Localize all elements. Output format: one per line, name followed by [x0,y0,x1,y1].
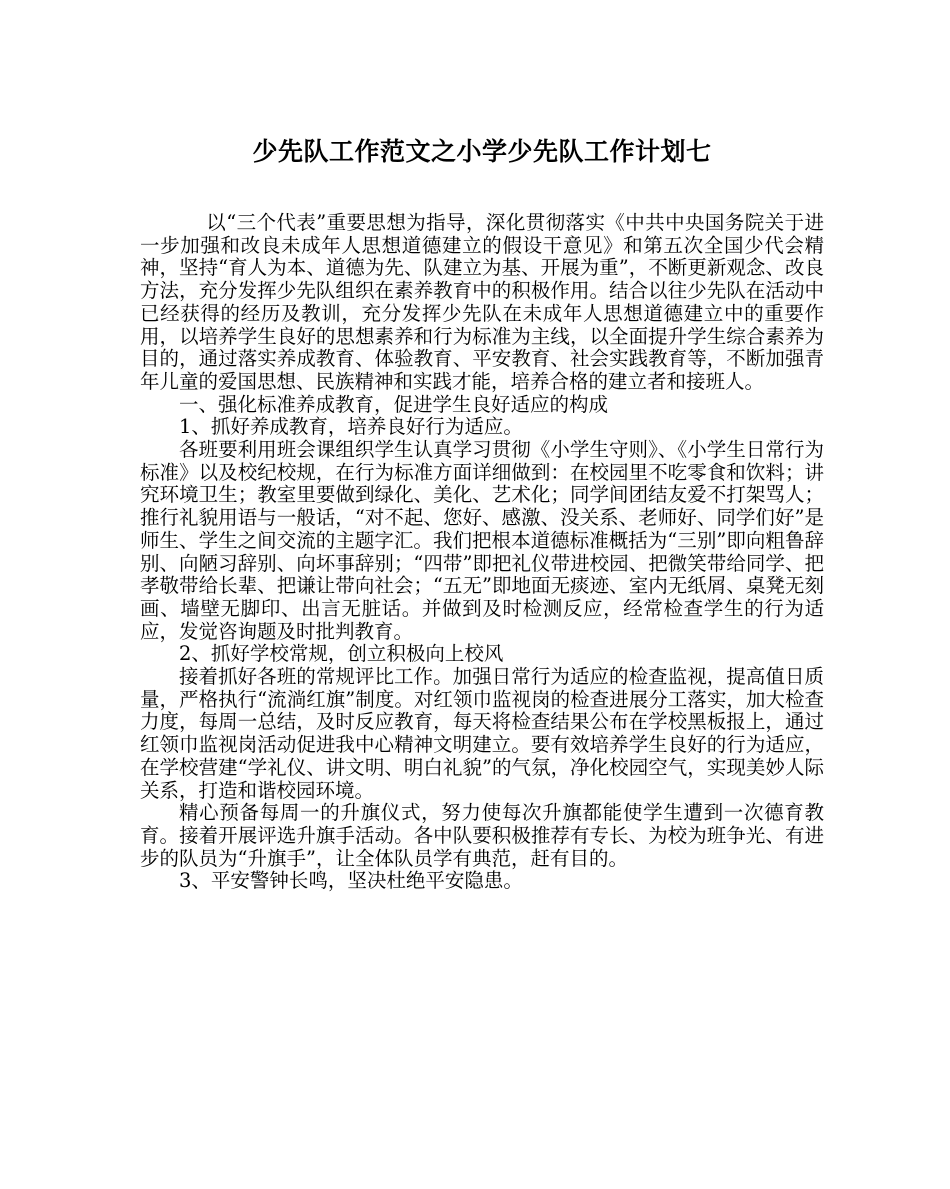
document-body [140,212,824,893]
document-title: 少先队工作范文之小学少先队工作计划七 [252,137,712,166]
document-page [140,120,824,893]
paragraph-intro: 以“三个代表”重要思想为指导，深化贯彻落实《中共中央国务院关于进一步加强和改良未成年人思想道德建立的假设干意见》和第五次全国少代会精神，坚持“育人为本、道德为先、队建立为基、开展为重”，不断更新观念、改良方法，充分发挥少先队组织在素养教育中的积极作用。结合以往少先队在活动中已经获得的经历及教训，充分发挥少先队在未成年人思想道德建立中的重要作用，以培养学生良好的思想素养和行为标准为主线，以全面提升学生综合素养为目的，通过落实养成教育、体验教育、平安教育、社会实践教育等，不断加强青年儿童的爱国思想、民族精神和实践才能，培养合格的建立者和接班人。 [140,211,824,393]
subsection-heading-3: 3、平安警钟长鸣，坚决杜绝平安隐患。 [179,869,523,893]
subsection-heading-1: 1、抓好养成教育，培养良好行为适应。 [179,415,523,439]
paragraph-school-routine: 接着抓好各班的常规评比工作。加强日常行为适应的检查监视，提高值日质量，严格执行“流淌红旗”制度。对红领巾监视岗的检查进展分工落实，加大检查力度，每周一总结，及时反应教育，每天将检查结果公布在学校黑板报上，通过红领巾监视岗活动促进我中心精神文明建立。要有效培养学生良好的行为适应，在学校营建“学礼仪、讲文明、明白礼貌”的气氛，净化校园空气，实现美妙人际关系，打造和谐校园环境。 [140,665,824,802]
paragraph-flag-ceremony: 精心预备每周一的升旗仪式，努力使每次升旗都能使学生遭到一次德育教育。接着开展评选升旗手活动。各中队要积极推荐有专长、为校为班争光、有进步的队员为“升旗手”，让全体队员学有典范，赶有目的。 [140,801,824,870]
subsection-heading-2: 2、抓好学校常规，创立积极向上校风 [179,642,504,666]
section-heading-1: 一、强化标准养成教育，促进学生良好适应的构成 [179,392,609,416]
paragraph-behavior-standards: 各班要利用班会课组织学生认真学习贯彻《小学生守则》、《小学生日常行为标准》以及校纪校规，在行为标准方面详细做到：在校园里不吃零食和饮料；讲究环境卫生；教室里要做到绿化、美化、艺术化；同学间团结友爱不打架骂人；推行礼貌用语与一般话，“对不起、您好、感激、没关系、老师好、同学们好”是师生、学生之间交流的主题字汇。我们把根本道德标准概括为“三别”即向粗鲁辞别、向陋习辞别、向坏事辞别；“四带”即把礼仪带进校园、把微笑带给同学、把孝敬带给长辈、把谦让带向社会；“五无”即地面无痰迹、室内无纸屑、桌凳无刻画、墙壁无脚印、出言无脏话。并做到及时检测反应，经常检查学生的行为适应，发觉咨询题及时批判教育。 [140,438,824,643]
